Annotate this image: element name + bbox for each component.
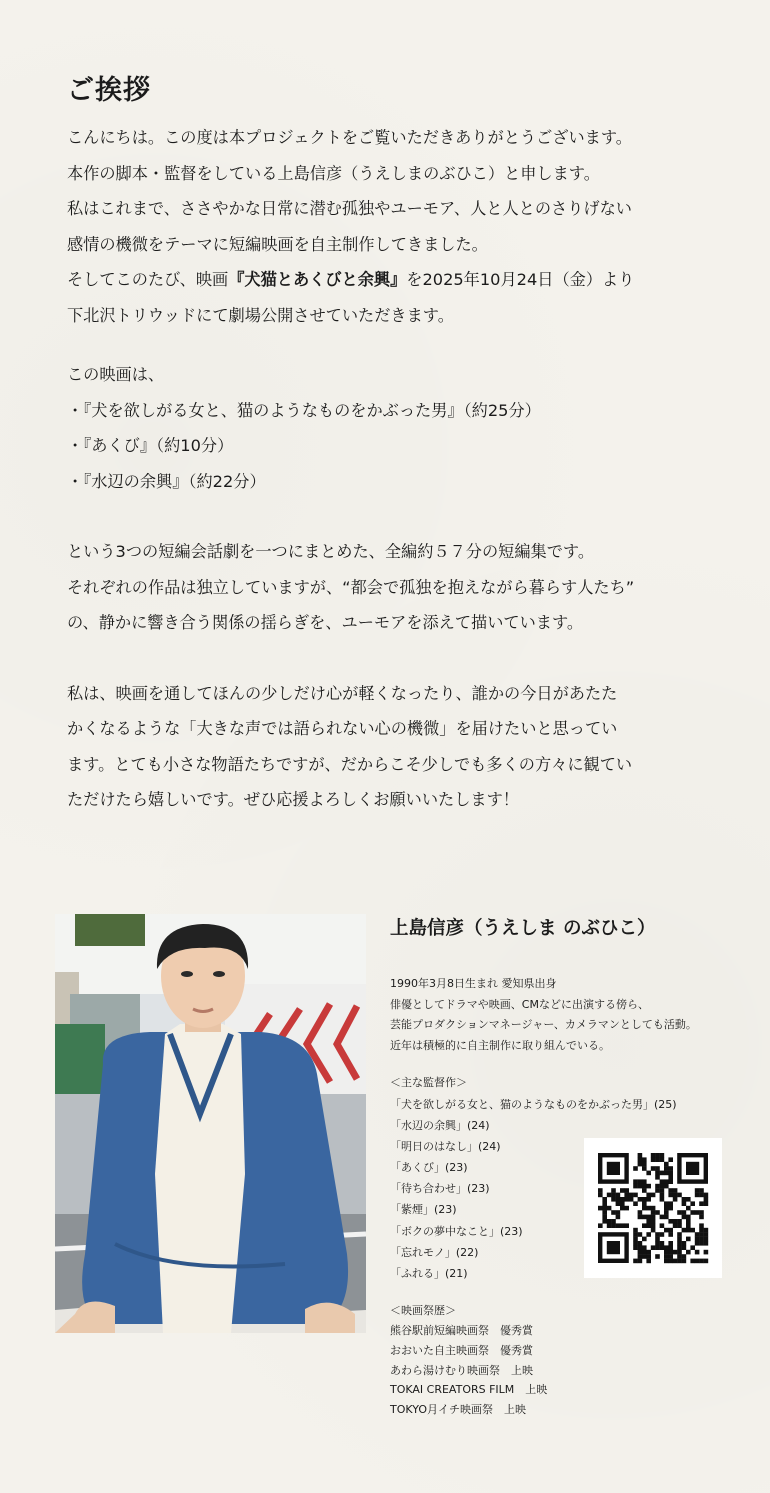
- work-item: 「犬を欲しがる女と、猫のようなものをかぶった男」(25): [390, 1097, 677, 1111]
- qr-module: [695, 1193, 700, 1198]
- qr-module: [673, 1259, 678, 1264]
- qr-module: [695, 1241, 700, 1246]
- qr-finder-core: [607, 1162, 620, 1175]
- qr-module: [611, 1210, 616, 1215]
- qr-module: [695, 1210, 700, 1215]
- qr-module: [664, 1254, 669, 1259]
- qr-module: [686, 1215, 691, 1220]
- qr-module: [682, 1201, 687, 1206]
- qr-module: [638, 1153, 643, 1158]
- qr-module: [633, 1201, 638, 1206]
- qr-module: [682, 1254, 687, 1259]
- festival-item: 熊谷駅前短編映画祭 優秀賞: [390, 1323, 533, 1337]
- qr-module: [668, 1157, 673, 1162]
- qr-module: [633, 1193, 638, 1198]
- qr-module: [655, 1210, 660, 1215]
- qr-module: [704, 1259, 709, 1264]
- qr-module: [695, 1188, 700, 1193]
- qr-module: [699, 1215, 704, 1220]
- film-title: 『犬猫とあくびと余興』: [228, 270, 407, 289]
- qr-module: [616, 1197, 621, 1202]
- greeting-line: こんにちは。この度は本プロジェクトをご覧いただきありがとうございます。: [67, 128, 632, 147]
- qr-module: [664, 1171, 669, 1176]
- qr-module: [624, 1197, 629, 1202]
- qr-module: [624, 1223, 629, 1228]
- qr-module: [668, 1188, 673, 1193]
- qr-code-graphic: [584, 1138, 722, 1278]
- spacer: [67, 333, 717, 357]
- qr-module: [646, 1219, 651, 1224]
- qr-module: [638, 1179, 643, 1184]
- greeting-title: ご挨拶: [67, 75, 151, 106]
- qr-module: [690, 1228, 695, 1233]
- qr-module: [638, 1197, 643, 1202]
- qr-module: [646, 1184, 651, 1189]
- qr-module: [686, 1219, 691, 1224]
- qr-module: [651, 1228, 656, 1233]
- festivals-heading: ＜映画祭歴＞: [390, 1304, 456, 1318]
- qr-module: [642, 1184, 647, 1189]
- bio-line: 近年は積極的に自主制作に取り組んでいる。: [390, 1038, 610, 1052]
- qr-module: [690, 1201, 695, 1206]
- qr-module: [633, 1166, 638, 1171]
- qr-module: [677, 1241, 682, 1246]
- qr-module: [668, 1166, 673, 1171]
- work-item: 「ボクの夢中なこと」(23): [390, 1224, 523, 1238]
- qr-module: [646, 1197, 651, 1202]
- qr-module: [607, 1223, 612, 1228]
- qr-finder-core: [607, 1241, 620, 1254]
- qr-module: [677, 1223, 682, 1228]
- qr-module: [655, 1184, 660, 1189]
- qr-module: [642, 1157, 647, 1162]
- qr-module: [704, 1228, 709, 1233]
- qr-module: [699, 1241, 704, 1246]
- qr-module: [660, 1232, 665, 1237]
- qr-finder-core: [686, 1162, 699, 1175]
- qr-module: [668, 1250, 673, 1255]
- greeting-line: の、静かに響き合う関係の揺らぎを、ユーモアを添えて描いています。: [67, 613, 584, 632]
- qr-module: [668, 1193, 673, 1198]
- qr-module: [655, 1166, 660, 1171]
- qr-module: [642, 1245, 647, 1250]
- qr-module: [660, 1184, 665, 1189]
- qr-module: [651, 1223, 656, 1228]
- qr-module: [695, 1250, 700, 1255]
- qr-module: [704, 1250, 709, 1255]
- qr-module: [673, 1193, 678, 1198]
- work-item: 「待ち合わせ」(23): [390, 1182, 490, 1196]
- qr-module: [677, 1237, 682, 1242]
- work-item: 「紫煙」(23): [390, 1203, 457, 1217]
- qr-module: [646, 1259, 651, 1264]
- qr-module: [638, 1184, 643, 1189]
- qr-module: [611, 1188, 616, 1193]
- qr-module: [616, 1201, 621, 1206]
- qr-module: [642, 1197, 647, 1202]
- profile-photo: [55, 914, 366, 1333]
- film-item: ・『犬を欲しがる女と、猫のようなものをかぶった男』（約25分）: [67, 400, 541, 420]
- qr-module: [629, 1197, 634, 1202]
- qr-module: [620, 1197, 625, 1202]
- qr-module: [638, 1250, 643, 1255]
- qr-module: [616, 1223, 621, 1228]
- qr-module: [704, 1241, 709, 1246]
- qr-module: [673, 1188, 678, 1193]
- qr-module: [651, 1193, 656, 1198]
- qr-module: [620, 1201, 625, 1206]
- qr-module: [660, 1188, 665, 1193]
- qr-module: [668, 1219, 673, 1224]
- qr-module: [664, 1179, 669, 1184]
- films-intro: この映画は、: [67, 365, 165, 384]
- qr-module: [664, 1201, 669, 1206]
- qr-module: [690, 1259, 695, 1264]
- qr-module: [611, 1193, 616, 1198]
- qr-module: [624, 1188, 629, 1193]
- qr-module: [682, 1215, 687, 1220]
- qr-module: [633, 1179, 638, 1184]
- qr-module: [668, 1201, 673, 1206]
- qr-module: [607, 1193, 612, 1198]
- qr-module: [638, 1241, 643, 1246]
- festival-item: おおいた自主映画祭 優秀賞: [390, 1343, 533, 1357]
- spacer: [390, 1284, 730, 1301]
- qr-module: [642, 1223, 647, 1228]
- qr-module: [677, 1250, 682, 1255]
- profile-photo-illustration: [55, 914, 366, 1333]
- qr-module: [682, 1210, 687, 1215]
- qr-module: [686, 1223, 691, 1228]
- qr-module: [695, 1232, 700, 1237]
- qr-module: [651, 1157, 656, 1162]
- qr-module: [633, 1184, 638, 1189]
- release-prefix: そしてこのたび、映画: [67, 270, 229, 289]
- qr-module: [690, 1210, 695, 1215]
- qr-module: [664, 1245, 669, 1250]
- greeting-line: 私はこれまで、ささやかな日常に潜む孤独やユーモア、人と人とのさりげない: [67, 199, 632, 218]
- qr-module: [699, 1237, 704, 1242]
- work-item: 「あくび」(23): [390, 1161, 468, 1175]
- qr-module: [655, 1153, 660, 1158]
- qr-module: [607, 1206, 612, 1211]
- qr-module: [699, 1228, 704, 1233]
- qr-module: [602, 1219, 607, 1224]
- qr-module: [664, 1215, 669, 1220]
- qr-module: [611, 1219, 616, 1224]
- qr-module: [660, 1171, 665, 1176]
- spacer: [67, 499, 717, 534]
- qr-module: [642, 1250, 647, 1255]
- works-heading: ＜主な監督作＞: [390, 1076, 467, 1089]
- profile-name: 上島信彦（うえしま のぶひこ）: [390, 918, 656, 939]
- qr-module: [668, 1171, 673, 1176]
- qr-module: [646, 1215, 651, 1220]
- qr-module: [607, 1219, 612, 1224]
- qr-code[interactable]: [584, 1138, 722, 1278]
- qr-module: [660, 1245, 665, 1250]
- qr-module: [668, 1179, 673, 1184]
- qr-module: [682, 1245, 687, 1250]
- qr-module: [699, 1259, 704, 1264]
- qr-module: [677, 1193, 682, 1198]
- qr-module: [642, 1215, 647, 1220]
- festival-item: TOKYO月イチ映画祭 上映: [390, 1403, 526, 1417]
- greeting-line: 私は、映画を通してほんの少しだけ心が軽くなったり、誰かの今日があたた: [67, 683, 618, 703]
- qr-module: [655, 1237, 660, 1242]
- qr-module: [664, 1162, 669, 1167]
- qr-module: [598, 1188, 603, 1193]
- qr-module: [682, 1259, 687, 1264]
- qr-module: [655, 1232, 660, 1237]
- qr-module: [642, 1162, 647, 1167]
- qr-module: [642, 1237, 647, 1242]
- qr-module: [664, 1166, 669, 1171]
- qr-module: [673, 1219, 678, 1224]
- qr-module: [646, 1232, 651, 1237]
- qr-module: [686, 1197, 691, 1202]
- qr-module: [602, 1206, 607, 1211]
- qr-module: [651, 1206, 656, 1211]
- qr-module: [642, 1179, 647, 1184]
- qr-module: [602, 1197, 607, 1202]
- qr-module: [673, 1250, 678, 1255]
- work-item: 「水辺の余興」(24): [390, 1118, 490, 1132]
- qr-module: [638, 1215, 643, 1220]
- qr-module: [699, 1193, 704, 1198]
- qr-module: [651, 1215, 656, 1220]
- qr-module: [655, 1157, 660, 1162]
- qr-module: [642, 1201, 647, 1206]
- qr-module: [686, 1250, 691, 1255]
- qr-module: [638, 1162, 643, 1167]
- qr-module: [660, 1197, 665, 1202]
- qr-module: [642, 1254, 647, 1259]
- qr-module: [646, 1193, 651, 1198]
- qr-module: [638, 1157, 643, 1162]
- bio-line: 芸能プロダクションマネージャー、カメラマンとしても活動。: [390, 1018, 697, 1031]
- festival-item: あわら湯けむり映画祭 上映: [390, 1363, 533, 1377]
- qr-module: [660, 1179, 665, 1184]
- qr-module: [602, 1210, 607, 1215]
- qr-module: [616, 1193, 621, 1198]
- qr-module: [651, 1210, 656, 1215]
- qr-module: [704, 1197, 709, 1202]
- qr-module: [598, 1193, 603, 1198]
- qr-module: [704, 1232, 709, 1237]
- qr-module: [673, 1197, 678, 1202]
- qr-module: [620, 1223, 625, 1228]
- qr-module: [699, 1210, 704, 1215]
- qr-module: [638, 1210, 643, 1215]
- qr-module: [664, 1250, 669, 1255]
- qr-module: [686, 1237, 691, 1242]
- film-item: ・『あくび』（約10分）: [67, 436, 234, 455]
- qr-module: [616, 1210, 621, 1215]
- qr-module: [651, 1166, 656, 1171]
- qr-module: [633, 1259, 638, 1264]
- qr-module: [655, 1241, 660, 1246]
- qr-module: [704, 1201, 709, 1206]
- release-suffix: を2025年10月24日（金）より: [406, 270, 635, 289]
- spacer: [390, 1056, 730, 1073]
- qr-module: [633, 1237, 638, 1242]
- qr-module: [677, 1232, 682, 1237]
- qr-module: [633, 1245, 638, 1250]
- qr-module: [668, 1175, 673, 1180]
- qr-module: [602, 1201, 607, 1206]
- qr-module: [704, 1193, 709, 1198]
- qr-module: [704, 1237, 709, 1242]
- greeting-line: それぞれの作品は独立していますが、“都会で孤独を抱えながら暮らす人たち”: [67, 577, 635, 597]
- greeting-body: [67, 120, 717, 818]
- greeting-line: という3つの短編会話劇を一つにまとめた、全編約５７分の短編集です。: [67, 542, 595, 561]
- qr-module: [686, 1228, 691, 1233]
- qr-module: [690, 1245, 695, 1250]
- qr-module: [655, 1175, 660, 1180]
- release-line-2: 下北沢トリウッドにて劇場公開させていただきます。: [67, 305, 454, 325]
- qr-module: [655, 1245, 660, 1250]
- qr-module: [660, 1193, 665, 1198]
- bio-line: 1990年3月8日生まれ 愛知県出身: [390, 977, 557, 990]
- qr-module: [660, 1223, 665, 1228]
- qr-module: [633, 1228, 638, 1233]
- qr-module: [682, 1228, 687, 1233]
- bio-line: 俳優としてドラマや映画、CMなどに出演する傍ら、: [390, 997, 649, 1011]
- greeting-line: 本作の脚本・監督をしている上島信彦（うえしまのぶひこ）と申します。: [67, 163, 600, 183]
- qr-module: [699, 1223, 704, 1228]
- qr-module: [651, 1245, 656, 1250]
- qr-module: [646, 1254, 651, 1259]
- qr-module: [686, 1206, 691, 1211]
- qr-module: [668, 1254, 673, 1259]
- qr-module: [664, 1184, 669, 1189]
- qr-module: [695, 1237, 700, 1242]
- qr-module: [651, 1219, 656, 1224]
- qr-module: [668, 1241, 673, 1246]
- qr-module: [646, 1171, 651, 1176]
- greeting-line: 感情の機微をテーマに短編映画を自主制作してきました。: [67, 234, 488, 254]
- qr-module: [695, 1259, 700, 1264]
- qr-module: [624, 1193, 629, 1198]
- qr-module: [660, 1215, 665, 1220]
- work-item: 「忘れモノ」(22): [390, 1245, 479, 1259]
- qr-module: [673, 1223, 678, 1228]
- qr-module: [664, 1206, 669, 1211]
- qr-module: [642, 1206, 647, 1211]
- qr-module: [646, 1206, 651, 1211]
- qr-module: [633, 1241, 638, 1246]
- work-item: 「ふれる」(21): [390, 1267, 468, 1280]
- qr-module: [642, 1188, 647, 1193]
- qr-module: [598, 1206, 603, 1211]
- qr-module: [655, 1188, 660, 1193]
- qr-module: [598, 1223, 603, 1228]
- film-item: ・『水辺の余興』（約22分）: [67, 471, 266, 491]
- greeting-line: かくなるような「大きな声では語られない心の機微」を届けたいと思ってい: [67, 719, 618, 738]
- qr-module: [638, 1245, 643, 1250]
- spacer: [67, 641, 717, 676]
- qr-module: [655, 1171, 660, 1176]
- qr-module: [682, 1197, 687, 1202]
- qr-module: [677, 1254, 682, 1259]
- qr-module: [638, 1232, 643, 1237]
- qr-module: [660, 1153, 665, 1158]
- qr-module: [668, 1245, 673, 1250]
- qr-module: [664, 1228, 669, 1233]
- qr-module: [668, 1228, 673, 1233]
- qr-module: [668, 1206, 673, 1211]
- qr-module: [668, 1259, 673, 1264]
- qr-module: [660, 1157, 665, 1162]
- qr-module: [616, 1215, 621, 1220]
- festival-item: TOKAI CREATORS FILM 上映: [390, 1383, 548, 1397]
- work-item: 「明日のはなし」(24): [390, 1139, 501, 1153]
- qr-module: [655, 1254, 660, 1259]
- release-line: [67, 262, 717, 298]
- qr-module: [620, 1188, 625, 1193]
- qr-module: [642, 1166, 647, 1171]
- qr-module: [699, 1201, 704, 1206]
- qr-module: [633, 1232, 638, 1237]
- qr-module: [611, 1223, 616, 1228]
- qr-module: [638, 1254, 643, 1259]
- qr-module: [677, 1219, 682, 1224]
- qr-module: [664, 1259, 669, 1264]
- qr-module: [668, 1232, 673, 1237]
- qr-module: [677, 1259, 682, 1264]
- qr-module: [602, 1215, 607, 1220]
- qr-module: [664, 1210, 669, 1215]
- qr-module: [646, 1250, 651, 1255]
- qr-module: [699, 1232, 704, 1237]
- qr-module: [646, 1223, 651, 1228]
- greeting-line: ます。とても小さな物語たちですが、だからこそ少しでも多くの方々に観てい: [67, 754, 633, 774]
- greeting-line: ただけたら嬉しいです。ぜひ応援よろしくお願いいたします！: [67, 790, 519, 809]
- qr-module: [611, 1197, 616, 1202]
- qr-module: [629, 1193, 634, 1198]
- qr-module: [638, 1259, 643, 1264]
- qr-module: [624, 1206, 629, 1211]
- qr-module: [677, 1210, 682, 1215]
- qr-module: [699, 1188, 704, 1193]
- qr-module: [620, 1206, 625, 1211]
- qr-module: [660, 1241, 665, 1246]
- qr-module: [682, 1241, 687, 1246]
- qr-module: [651, 1153, 656, 1158]
- qr-module: [677, 1245, 682, 1250]
